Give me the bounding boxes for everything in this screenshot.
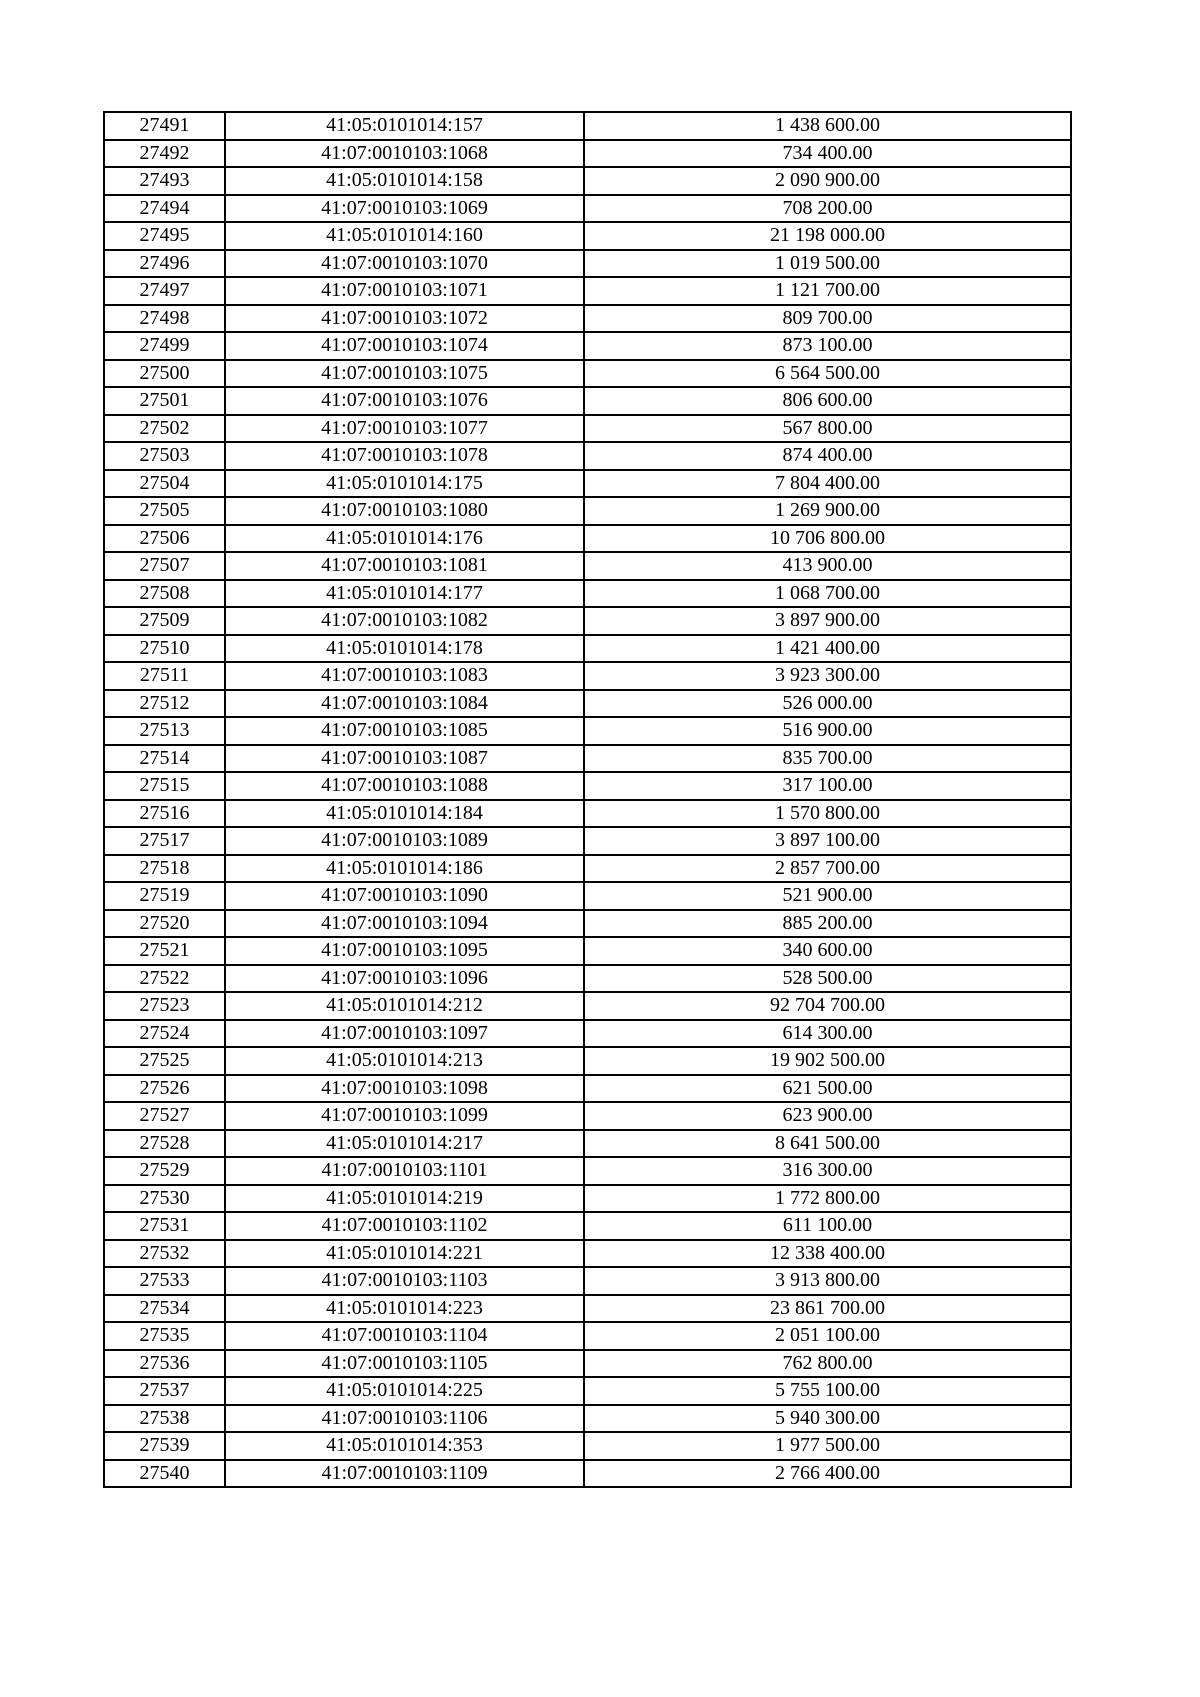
table-row <box>104 1102 1071 1130</box>
cadastral-number-cell: 41:07:0010103:1099 <box>225 1102 584 1130</box>
cadastral-number-cell: 41:05:0101014:176 <box>225 525 584 553</box>
cadastral-number-cell: 41:07:0010103:1109 <box>225 1460 584 1488</box>
table-row <box>104 690 1071 718</box>
row-number-cell: 27493 <box>104 167 225 195</box>
table-row <box>104 387 1071 415</box>
cadastral-value-cell: 806 600.00 <box>584 387 1071 415</box>
cadastral-value-cell: 5 940 300.00 <box>584 1405 1071 1433</box>
cadastral-number-cell: 41:05:0101014:212 <box>225 992 584 1020</box>
cadastral-value-cell: 614 300.00 <box>584 1020 1071 1048</box>
row-number-cell: 27533 <box>104 1267 225 1295</box>
row-number-cell: 27500 <box>104 360 225 388</box>
cadastral-number-cell: 41:05:0101014:186 <box>225 855 584 883</box>
row-number-cell: 27539 <box>104 1432 225 1460</box>
table-row <box>104 855 1071 883</box>
row-number-cell: 27522 <box>104 965 225 993</box>
row-number-cell: 27516 <box>104 800 225 828</box>
table-row <box>104 332 1071 360</box>
cadastral-value-cell: 12 338 400.00 <box>584 1240 1071 1268</box>
cadastral-value-cell: 1 570 800.00 <box>584 800 1071 828</box>
row-number-cell: 27508 <box>104 580 225 608</box>
table-row <box>104 937 1071 965</box>
cadastral-value-cell: 1 772 800.00 <box>584 1185 1071 1213</box>
table-row <box>104 1460 1071 1488</box>
row-number-cell: 27501 <box>104 387 225 415</box>
cadastral-number-cell: 41:07:0010103:1081 <box>225 552 584 580</box>
cadastral-number-cell: 41:07:0010103:1088 <box>225 772 584 800</box>
cadastral-value-cell: 526 000.00 <box>584 690 1071 718</box>
cadastral-value-cell: 708 200.00 <box>584 195 1071 223</box>
row-number-cell: 27526 <box>104 1075 225 1103</box>
cadastral-number-cell: 41:05:0101014:178 <box>225 635 584 663</box>
table-row <box>104 717 1071 745</box>
row-number-cell: 27491 <box>104 112 225 140</box>
cadastral-value-cell: 5 755 100.00 <box>584 1377 1071 1405</box>
table-row <box>104 360 1071 388</box>
table-row <box>104 662 1071 690</box>
cadastral-value-cell: 1 977 500.00 <box>584 1432 1071 1460</box>
row-number-cell: 27514 <box>104 745 225 773</box>
cadastral-number-cell: 41:07:0010103:1071 <box>225 277 584 305</box>
table-row <box>104 415 1071 443</box>
cadastral-value-cell: 92 704 700.00 <box>584 992 1071 1020</box>
cadastral-value-cell: 2 051 100.00 <box>584 1322 1071 1350</box>
table-row <box>104 580 1071 608</box>
cadastral-value-cell: 516 900.00 <box>584 717 1071 745</box>
cadastral-number-cell: 41:07:0010103:1072 <box>225 305 584 333</box>
cadastral-number-cell: 41:05:0101014:158 <box>225 167 584 195</box>
table-body <box>104 112 1071 1487</box>
table-row <box>104 800 1071 828</box>
row-number-cell: 27529 <box>104 1157 225 1185</box>
row-number-cell: 27507 <box>104 552 225 580</box>
row-number-cell: 27527 <box>104 1102 225 1130</box>
cadastral-value-cell: 19 902 500.00 <box>584 1047 1071 1075</box>
cadastral-value-cell: 316 300.00 <box>584 1157 1071 1185</box>
cadastral-number-cell: 41:07:0010103:1084 <box>225 690 584 718</box>
table-row <box>104 827 1071 855</box>
cadastral-number-cell: 41:07:0010103:1085 <box>225 717 584 745</box>
cadastral-value-cell: 762 800.00 <box>584 1350 1071 1378</box>
table-row <box>104 1405 1071 1433</box>
cadastral-number-cell: 41:07:0010103:1090 <box>225 882 584 910</box>
cadastral-number-cell: 41:07:0010103:1068 <box>225 140 584 168</box>
table-row <box>104 195 1071 223</box>
cadastral-value-cell: 835 700.00 <box>584 745 1071 773</box>
table-row <box>104 1240 1071 1268</box>
cadastral-value-cell: 2 857 700.00 <box>584 855 1071 883</box>
table-row <box>104 1432 1071 1460</box>
table-row <box>104 1377 1071 1405</box>
table-row <box>104 965 1071 993</box>
cadastral-number-cell: 41:05:0101014:213 <box>225 1047 584 1075</box>
cadastral-number-cell: 41:07:0010103:1097 <box>225 1020 584 1048</box>
cadastral-value-cell: 885 200.00 <box>584 910 1071 938</box>
cadastral-number-cell: 41:07:0010103:1083 <box>225 662 584 690</box>
row-number-cell: 27525 <box>104 1047 225 1075</box>
cadastral-number-cell: 41:05:0101014:225 <box>225 1377 584 1405</box>
cadastral-number-cell: 41:07:0010103:1105 <box>225 1350 584 1378</box>
table-row <box>104 1075 1071 1103</box>
table-row <box>104 305 1071 333</box>
row-number-cell: 27519 <box>104 882 225 910</box>
cadastral-number-cell: 41:07:0010103:1096 <box>225 965 584 993</box>
cadastral-number-cell: 41:05:0101014:353 <box>225 1432 584 1460</box>
cadastral-number-cell: 41:07:0010103:1101 <box>225 1157 584 1185</box>
row-number-cell: 27506 <box>104 525 225 553</box>
cadastral-number-cell: 41:07:0010103:1078 <box>225 442 584 470</box>
cadastral-number-cell: 41:07:0010103:1104 <box>225 1322 584 1350</box>
row-number-cell: 27534 <box>104 1295 225 1323</box>
cadastral-value-cell: 734 400.00 <box>584 140 1071 168</box>
row-number-cell: 27536 <box>104 1350 225 1378</box>
row-number-cell: 27524 <box>104 1020 225 1048</box>
table-row <box>104 497 1071 525</box>
cadastral-number-cell: 41:07:0010103:1076 <box>225 387 584 415</box>
cadastral-value-cell: 413 900.00 <box>584 552 1071 580</box>
table-row <box>104 277 1071 305</box>
cadastral-value-cell: 623 900.00 <box>584 1102 1071 1130</box>
row-number-cell: 27496 <box>104 250 225 278</box>
cadastral-value-cell: 8 641 500.00 <box>584 1130 1071 1158</box>
row-number-cell: 27495 <box>104 222 225 250</box>
row-number-cell: 27499 <box>104 332 225 360</box>
cadastral-value-cell: 10 706 800.00 <box>584 525 1071 553</box>
cadastral-number-cell: 41:07:0010103:1087 <box>225 745 584 773</box>
table-row <box>104 1157 1071 1185</box>
table-row <box>104 1322 1071 1350</box>
cadastral-value-cell: 3 897 900.00 <box>584 607 1071 635</box>
cadastral-value-cell: 2 090 900.00 <box>584 167 1071 195</box>
table-row <box>104 882 1071 910</box>
row-number-cell: 27530 <box>104 1185 225 1213</box>
row-number-cell: 27513 <box>104 717 225 745</box>
table-row <box>104 1130 1071 1158</box>
cadastral-value-cell: 3 897 100.00 <box>584 827 1071 855</box>
row-number-cell: 27498 <box>104 305 225 333</box>
cadastral-value-cell: 21 198 000.00 <box>584 222 1071 250</box>
cadastral-number-cell: 41:07:0010103:1070 <box>225 250 584 278</box>
table-row <box>104 992 1071 1020</box>
cadastral-value-cell: 1 438 600.00 <box>584 112 1071 140</box>
cadastral-value-cell: 1 421 400.00 <box>584 635 1071 663</box>
table-row <box>104 140 1071 168</box>
table-row <box>104 1267 1071 1295</box>
row-number-cell: 27521 <box>104 937 225 965</box>
table-row <box>104 1020 1071 1048</box>
table-row <box>104 167 1071 195</box>
cadastral-value-cell: 874 400.00 <box>584 442 1071 470</box>
table-row <box>104 910 1071 938</box>
row-number-cell: 27515 <box>104 772 225 800</box>
cadastral-number-cell: 41:05:0101014:157 <box>225 112 584 140</box>
row-number-cell: 27494 <box>104 195 225 223</box>
cadastral-number-cell: 41:05:0101014:160 <box>225 222 584 250</box>
cadastral-value-cell: 340 600.00 <box>584 937 1071 965</box>
cadastral-value-cell: 528 500.00 <box>584 965 1071 993</box>
row-number-cell: 27517 <box>104 827 225 855</box>
cadastral-value-cell: 23 861 700.00 <box>584 1295 1071 1323</box>
row-number-cell: 27531 <box>104 1212 225 1240</box>
row-number-cell: 27503 <box>104 442 225 470</box>
cadastral-number-cell: 41:05:0101014:177 <box>225 580 584 608</box>
table-row <box>104 607 1071 635</box>
table-row <box>104 1212 1071 1240</box>
row-number-cell: 27523 <box>104 992 225 1020</box>
cadastral-value-cell: 6 564 500.00 <box>584 360 1071 388</box>
row-number-cell: 27510 <box>104 635 225 663</box>
cadastral-number-cell: 41:07:0010103:1075 <box>225 360 584 388</box>
cadastral-number-cell: 41:07:0010103:1095 <box>225 937 584 965</box>
table-row <box>104 525 1071 553</box>
cadastral-value-cell: 521 900.00 <box>584 882 1071 910</box>
table-row <box>104 442 1071 470</box>
table-row <box>104 470 1071 498</box>
cadastral-value-table <box>103 111 1072 1488</box>
cadastral-number-cell: 41:07:0010103:1074 <box>225 332 584 360</box>
table-row <box>104 1185 1071 1213</box>
cadastral-value-cell: 2 766 400.00 <box>584 1460 1071 1488</box>
table-row <box>104 1350 1071 1378</box>
table-row <box>104 222 1071 250</box>
row-number-cell: 27509 <box>104 607 225 635</box>
table-row <box>104 112 1071 140</box>
row-number-cell: 27518 <box>104 855 225 883</box>
cadastral-value-cell: 621 500.00 <box>584 1075 1071 1103</box>
cadastral-number-cell: 41:07:0010103:1102 <box>225 1212 584 1240</box>
table-row <box>104 250 1071 278</box>
row-number-cell: 27505 <box>104 497 225 525</box>
row-number-cell: 27532 <box>104 1240 225 1268</box>
cadastral-number-cell: 41:07:0010103:1089 <box>225 827 584 855</box>
cadastral-number-cell: 41:07:0010103:1106 <box>225 1405 584 1433</box>
cadastral-value-cell: 317 100.00 <box>584 772 1071 800</box>
row-number-cell: 27504 <box>104 470 225 498</box>
cadastral-value-cell: 1 019 500.00 <box>584 250 1071 278</box>
cadastral-number-cell: 41:07:0010103:1077 <box>225 415 584 443</box>
cadastral-number-cell: 41:07:0010103:1069 <box>225 195 584 223</box>
cadastral-value-cell: 1 068 700.00 <box>584 580 1071 608</box>
cadastral-number-cell: 41:05:0101014:217 <box>225 1130 584 1158</box>
table-row <box>104 635 1071 663</box>
table-row <box>104 772 1071 800</box>
row-number-cell: 27540 <box>104 1460 225 1488</box>
cadastral-number-cell: 41:05:0101014:175 <box>225 470 584 498</box>
cadastral-number-cell: 41:07:0010103:1094 <box>225 910 584 938</box>
row-number-cell: 27520 <box>104 910 225 938</box>
table-row <box>104 745 1071 773</box>
cadastral-number-cell: 41:05:0101014:219 <box>225 1185 584 1213</box>
row-number-cell: 27511 <box>104 662 225 690</box>
cadastral-value-cell: 611 100.00 <box>584 1212 1071 1240</box>
cadastral-value-cell: 873 100.00 <box>584 332 1071 360</box>
cadastral-value-cell: 3 913 800.00 <box>584 1267 1071 1295</box>
cadastral-number-cell: 41:07:0010103:1098 <box>225 1075 584 1103</box>
row-number-cell: 27512 <box>104 690 225 718</box>
table-row <box>104 1295 1071 1323</box>
row-number-cell: 27535 <box>104 1322 225 1350</box>
row-number-cell: 27497 <box>104 277 225 305</box>
row-number-cell: 27538 <box>104 1405 225 1433</box>
cadastral-number-cell: 41:05:0101014:184 <box>225 800 584 828</box>
row-number-cell: 27492 <box>104 140 225 168</box>
row-number-cell: 27537 <box>104 1377 225 1405</box>
cadastral-number-cell: 41:05:0101014:223 <box>225 1295 584 1323</box>
cadastral-number-cell: 41:07:0010103:1082 <box>225 607 584 635</box>
table-row <box>104 552 1071 580</box>
row-number-cell: 27502 <box>104 415 225 443</box>
cadastral-value-cell: 809 700.00 <box>584 305 1071 333</box>
cadastral-number-cell: 41:07:0010103:1103 <box>225 1267 584 1295</box>
cadastral-number-cell: 41:07:0010103:1080 <box>225 497 584 525</box>
cadastral-value-cell: 1 269 900.00 <box>584 497 1071 525</box>
cadastral-value-cell: 3 923 300.00 <box>584 662 1071 690</box>
cadastral-value-cell: 1 121 700.00 <box>584 277 1071 305</box>
cadastral-value-cell: 567 800.00 <box>584 415 1071 443</box>
row-number-cell: 27528 <box>104 1130 225 1158</box>
cadastral-value-cell: 7 804 400.00 <box>584 470 1071 498</box>
table-row <box>104 1047 1071 1075</box>
cadastral-number-cell: 41:05:0101014:221 <box>225 1240 584 1268</box>
